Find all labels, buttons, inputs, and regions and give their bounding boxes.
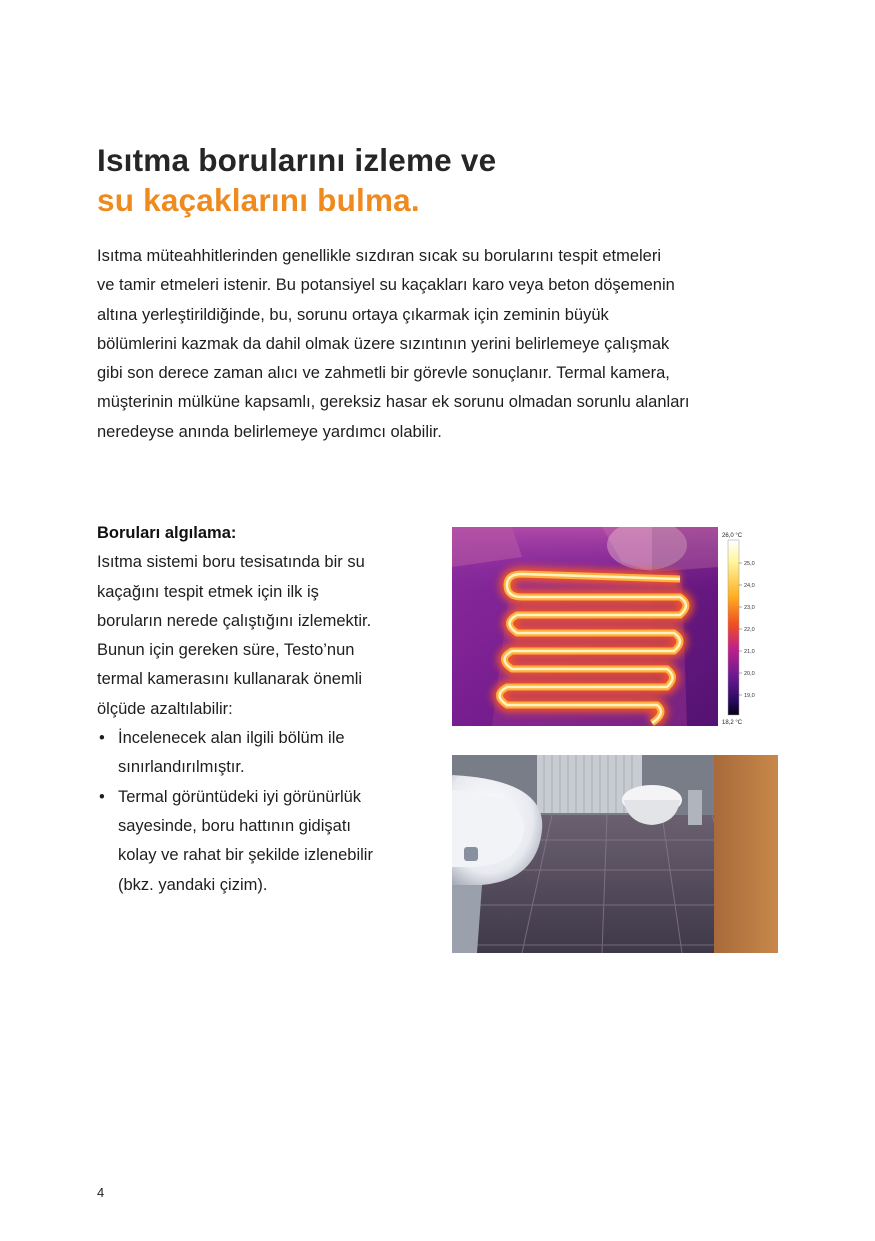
heating-pipes (500, 574, 687, 723)
section-line: kaçağını tespit etmek için ilk iş (97, 582, 319, 601)
section-heading: Boruları algılama: (97, 524, 237, 542)
intro-line: bölümlerini kazmak da dahil olmak üzere sızıntının yerini belirlemeye çalışmak (97, 334, 670, 353)
title-line-2: su kaçaklarını bulma. (97, 182, 420, 218)
pipe-detection-section (97, 519, 437, 900)
thermal-image (452, 527, 718, 726)
intro-paragraph (97, 242, 777, 447)
bathroom-photo-graphic (452, 755, 778, 953)
title-line-1: Isıtma borularını izleme ve (97, 142, 497, 178)
bullet-line: İncelenecek alan ilgili bölüm ile (118, 729, 345, 748)
temperature-scale-graphic (722, 529, 782, 727)
section-line: termal kamerasını kullanarak önemli (97, 670, 363, 689)
bullet-line: sayesinde, boru hattının gidişatı (118, 816, 351, 835)
page-title (97, 140, 496, 220)
thermal-image-graphic (452, 527, 718, 726)
scale-tick-label: 22,0 (744, 627, 755, 633)
scale-max-label: 26,0 °C (722, 533, 743, 539)
bullet-dot: • (99, 787, 105, 806)
section-line: Bunun için gereken süre, Testo’nun (97, 641, 355, 660)
intro-line: müşterinin mülküne kapsamlı, gereksiz hasar ek sorunu olmadan sorunlu alanları (97, 393, 690, 412)
bullet-dot: • (99, 729, 105, 748)
scale-tick-label: 25,0 (744, 561, 755, 567)
intro-line: ve tamir etmeleri istenir. Bu potansiyel su kaçakları karo veya beton döşemenin (97, 276, 675, 295)
scale-tick-label: 23,0 (744, 605, 755, 611)
intro-line: Isıtma müteahhitlerinden genellikle sızdıran sıcak su borularını tespit etmeleri (97, 247, 662, 265)
intro-line: neredeyse anında belirlemeye yardımcı olabilir. (97, 422, 442, 441)
bullet-line: (bkz. yandaki çizim). (118, 875, 268, 894)
bullet-item (97, 783, 437, 900)
scale-tick-label: 21,0 (744, 649, 755, 655)
section-line: Isıtma sistemi boru tesisatında bir su (97, 553, 365, 572)
section-line: ölçüde azaltılabilir: (97, 699, 233, 718)
bathroom-photo (452, 755, 778, 953)
bullet-line: kolay ve rahat bir şekilde izlenebilir (118, 846, 373, 865)
intro-line: gibi son derece zaman alıcı ve zahmetli bir görevle sonuçlanır. Termal kamera, (97, 364, 670, 383)
scale-tick-label: 20,0 (744, 671, 755, 677)
scale-tick-label: 19,0 (744, 693, 755, 699)
bullet-line: sınırlandırılmıştır. (118, 758, 245, 777)
bullet-list (97, 724, 437, 900)
temperature-scale (722, 529, 782, 727)
page-number: 4 (97, 1185, 105, 1200)
intro-line: altına yerleştirildiğinde, bu, sorunu ortaya çıkarmak için zeminin büyük (97, 305, 609, 324)
bullet-item (97, 724, 437, 783)
bullet-line: Termal görüntüdeki iyi görünürlük (118, 787, 362, 806)
section-line: boruların nerede çalıştığını izlemektir. (97, 611, 372, 630)
door (714, 755, 778, 953)
scale-min-label: 18,2 °C (722, 720, 743, 726)
scale-tick-label: 24,0 (744, 583, 755, 589)
